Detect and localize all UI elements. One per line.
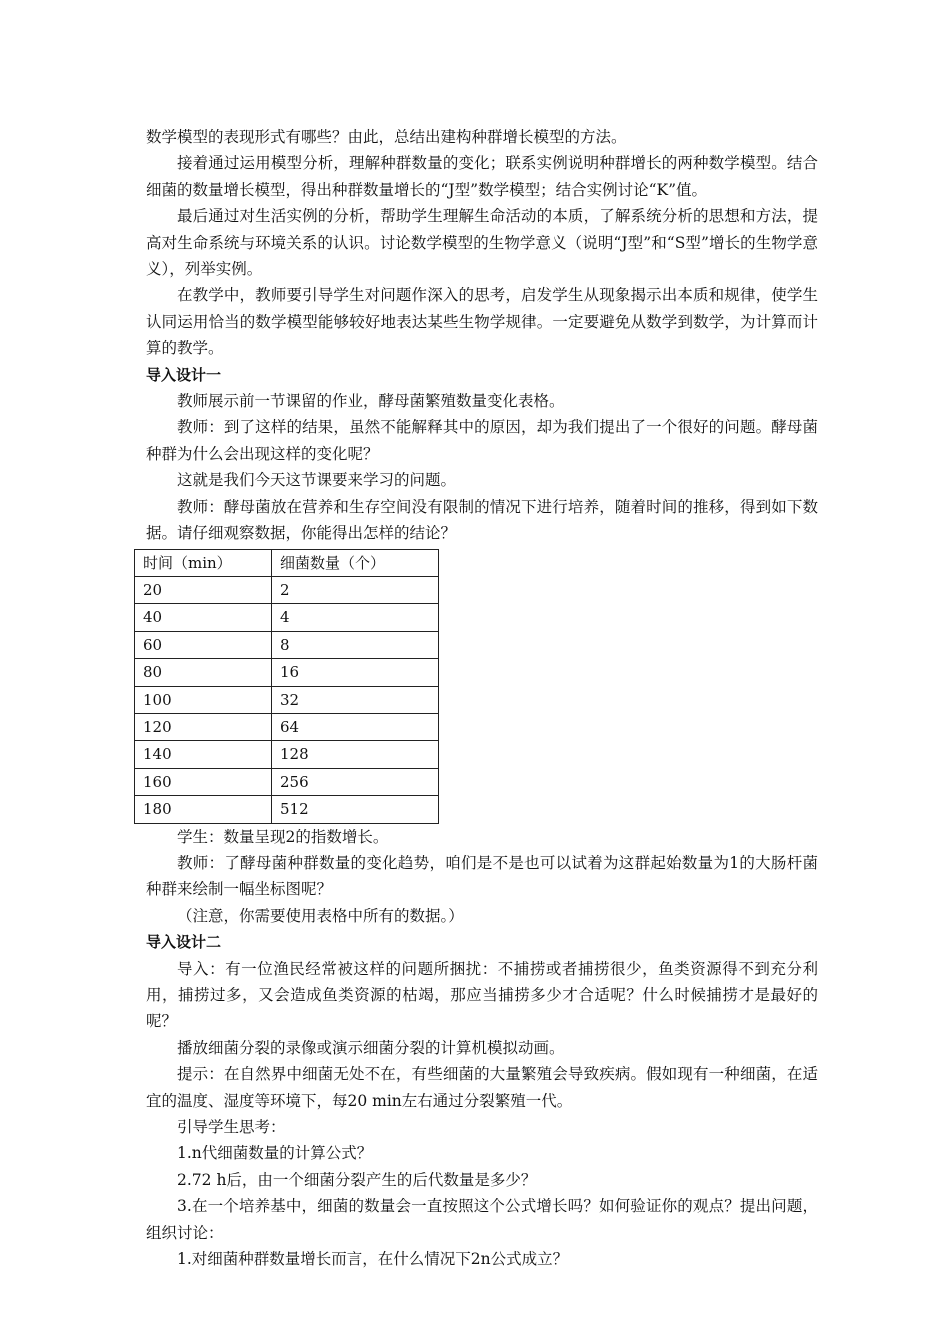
table-cell: 64 [272, 713, 439, 740]
growth-data-table [134, 549, 439, 824]
document-page [143, 124, 818, 1272]
table-row [135, 768, 439, 795]
table-cell: 20 [135, 576, 272, 603]
table-cell: 512 [272, 796, 439, 823]
table-cell: 140 [135, 741, 272, 768]
table-header-row [135, 549, 439, 576]
section2-paragraph: 2.72 h后，由一个细菌分裂产生的后代数量是多少？ [177, 1170, 537, 1189]
table-cell: 100 [135, 686, 272, 713]
table-row [135, 741, 439, 768]
table-header-time: 时间（min） [135, 549, 272, 576]
section1-after-table: 学生：数量呈现2的指数增长。 [177, 827, 389, 846]
table-cell: 256 [272, 768, 439, 795]
table-cell: 120 [135, 713, 272, 740]
section1-paragraph: 教师：酵母菌放在营养和生存空间没有限制的情况下进行培养，随着时间的推移，得到如下数据。请仔细观察数据，你能得出怎样的结论？ [146, 497, 818, 543]
table-cell: 60 [135, 631, 272, 658]
table-cell: 16 [272, 659, 439, 686]
section-heading-2: 导入设计二 [146, 933, 222, 952]
table-cell: 4 [272, 604, 439, 631]
table-row [135, 576, 439, 603]
section2-paragraph: 提示：在自然界中细菌无处不在，有些细菌的大量繁殖会导致疾病。假如现有一种细菌，在适宜的温度、湿度等环境下，每20 min左右通过分裂繁殖一代。 [146, 1065, 818, 1110]
table-cell: 80 [135, 659, 272, 686]
section2-paragraph: 播放细菌分裂的录像或演示细菌分裂的计算机模拟动画。 [177, 1038, 565, 1057]
table-row [135, 713, 439, 740]
table-cell: 160 [135, 768, 272, 795]
table-cell: 180 [135, 796, 272, 823]
paragraph-top-2: 最后通过对生活实例的分析，帮助学生理解生命活动的本质，了解系统分析的思想和方法，提高对生命系统与环境关系的认识。讨论数学模型的生物学意义（说明“J型”和“S型”增长的生物学意义），列举实例。 [146, 207, 818, 279]
section1-paragraph: 教师展示前一节课留的作业，酵母菌繁殖数量变化表格。 [177, 392, 565, 411]
paragraph-top-1: 接着通过运用模型分析，理解种群数量的变化；联系实例说明种群增长的两种数学模型。结合细菌的数量增长模型，得出种群数量增长的“J型”数学模型；结合实例讨论“K”值。 [146, 154, 818, 199]
table-cell: 32 [272, 686, 439, 713]
table-row [135, 796, 439, 823]
section2-paragraph: 引导学生思考： [177, 1118, 286, 1137]
table-cell: 128 [272, 741, 439, 768]
table-header-count: 细菌数量（个） [272, 549, 439, 576]
section2-paragraph: 3.在一个培养基中，细菌的数量会一直按照这个公式增长吗？如何验证你的观点？提出问题，组织讨论： [146, 1197, 818, 1242]
table-row [135, 631, 439, 658]
section1-paragraph: 这就是我们今天这节课要来学习的问题。 [177, 471, 457, 490]
paragraph-top-0: 数学模型的表现形式有哪些？由此，总结出建构种群增长模型的方法。 [146, 128, 627, 146]
table-row [135, 604, 439, 631]
table-cell: 2 [272, 576, 439, 603]
section1-after-table: （注意，你需要使用表格中所有的数据。） [177, 906, 464, 925]
section2-paragraph: 1.对细菌种群数量增长而言，在什么情况下2n公式成立？ [177, 1250, 569, 1269]
paragraph-top-3: 在教学中，教师要引导学生对问题作深入的思考，启发学生从现象揭示出本质和规律，使学生认同运用恰当的数学模型能够较好地表达某些生物学规律。一定要避免从数学到数学，为计算而计算的教学。 [146, 286, 818, 358]
section2-paragraph: 导入：有一位渔民经常被这样的问题所捆扰：不捕捞或者捕捞很少，鱼类资源得不到充分利用，捕捞过多，又会造成鱼类资源的枯竭，那应当捕捞多少才合适呢？什么时候捕捞才是最好的呢？ [146, 959, 818, 1031]
section1-paragraph: 教师：到了这样的结果，虽然不能解释其中的原因，却为我们提出了一个很好的问题。酵母菌种群为什么会出现这样的变化呢？ [146, 418, 818, 463]
section2-paragraph: 1.n代细菌数量的计算公式？ [177, 1144, 373, 1163]
table-cell: 40 [135, 604, 272, 631]
table-row [135, 686, 439, 713]
section-heading-1: 导入设计一 [146, 365, 222, 384]
table-cell: 8 [272, 631, 439, 658]
section1-after-table: 教师：了酵母菌种群数量的变化趋势，咱们是不是也可以试着为这群起始数量为1的大肠杆菌种群来绘制一幅坐标图呢？ [146, 853, 818, 899]
table-row [135, 659, 439, 686]
